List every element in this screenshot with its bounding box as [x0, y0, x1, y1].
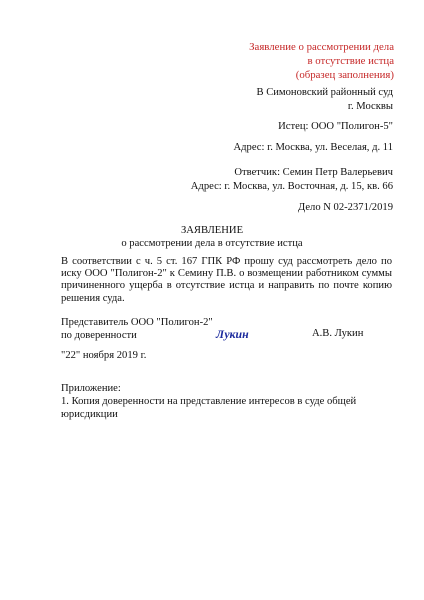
court-addressee: [256, 86, 393, 113]
request-body-text: В соответствии с ч. 5 ст. 167 ГПК РФ прошу суд рассмотреть дело по иску ООО "Полигон-2" к Семину П.В. о возмещении работником суммы причиненного ущерба в отсутствие истца и направить по почте копию решения суда.: [61, 256, 392, 304]
plaintiff-address: Адрес: г. Москва, ул. Веселая, д. 11: [233, 142, 393, 153]
representative-title: Представитель ООО "Полигон-2": [61, 317, 213, 328]
header-note-line-2: в отсутствие истца: [307, 55, 394, 67]
representative-block: [61, 316, 213, 342]
document-date: "22" ноября 2019 г.: [61, 350, 147, 361]
title-subtitle: о рассмотрении дела в отсутствие истца: [121, 238, 303, 249]
title-main: ЗАЯВЛЕНИЕ: [180, 225, 244, 236]
handwritten-signature: Лукин: [216, 327, 249, 341]
representative-authority: по доверенности: [61, 330, 137, 341]
appendix-title: Приложение:: [61, 383, 121, 394]
court-city: г. Москвы: [347, 100, 393, 112]
court-name: В Симоновский районный суд: [256, 87, 393, 98]
sample-header-note: [249, 40, 394, 82]
header-note-line-1: Заявление о рассмотрении дела: [249, 41, 394, 53]
representative-name: А.В. Лукин: [312, 328, 364, 339]
appendix-item-1: 1. Копия доверенности на представление интересов в суде общей юрисдикции: [61, 396, 357, 420]
defendant-name: Ответчик: Семин Петр Валерьевич: [234, 167, 393, 178]
document-title: [0, 224, 424, 250]
defendant-address: Адрес: г. Москва, ул. Восточная, д. 15, кв. 66: [190, 180, 393, 192]
case-number: Дело N 02-2371/2019: [297, 202, 393, 213]
plaintiff-name: Истец: ООО "Полигон-5": [278, 121, 393, 132]
header-note-line-3: (образец заполнения): [295, 69, 394, 81]
defendant-info: [191, 166, 393, 193]
